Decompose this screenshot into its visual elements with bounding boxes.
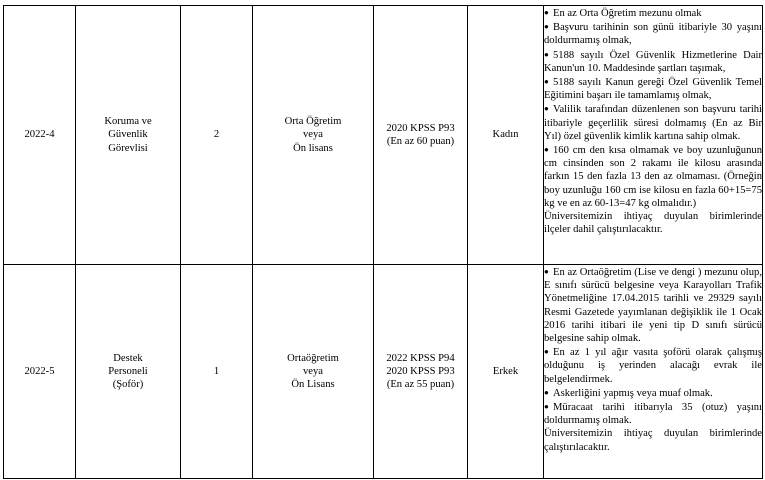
list-item: ● Başvuru tarihinin son günü itibariyle 30 yaşını doldurmamış olmak, [544, 22, 762, 47]
list-item: ● En az Ortaöğretim (Lise ve dengi ) mezunu olup, E sınıfı sürücü belgesine veya Karayolları Trafik Yönetmeliğine 17.04.2015 tarihli ve 29329 sayılı Resmi Gazetede yayımlanan değişiklik ile 1 Ocak 2016 tarihi itibari ile yeni tip D sınıfı sürücü belgesine sahip olmak. [544, 267, 762, 345]
bullet-icon: ● [544, 387, 549, 397]
bullet-icon: ● [544, 145, 549, 155]
list-item: ● 160 cm den kısa olmamak ve boy uzunluğunun cm cinsinden son 2 rakamı ile kilosu arasında farkın 15 den fazla 13 den az olmaması. (Örneğin boy uzunluğu 160 cm ise kilosu en fazla 60+15=75 kg ve en az 60-13=47 kg olmalıdır.) [544, 145, 762, 209]
note-text: Üniversitemizin ihtiyaç duyulan birimlerinde çalıştırılacaktır. [544, 428, 762, 453]
position-code: 2022-5 [4, 265, 76, 479]
requirements-cell [544, 6, 763, 265]
list-item: ● 5188 sayılı Kanun gereği Özel Güvenlik Temel Eğitimini başarı ile tamamlamış olmak, [544, 77, 762, 102]
position-title: Destek Personeli (Şoför) [76, 265, 181, 479]
bullet-icon: ● [544, 22, 549, 32]
bullet-icon: ● [544, 402, 549, 412]
position-count: 2 [181, 6, 253, 265]
gender: Erkek [468, 265, 544, 479]
list-item: ● Valilik tarafından düzenlenen son başvuru tarihi itibariyle geçerlilik süresi dolmamış (En az Bir Yıl) özel güvenlik kimlik kartına sahip olmak. [544, 104, 762, 142]
list-item: ● 5188 sayılı Özel Güvenlik Hizmetlerine Dair Kanun'un 10. Maddesinde şartları taşımak, [544, 49, 762, 74]
positions-table [3, 5, 763, 479]
exam-score: 2020 KPSS P93 (En az 60 puan) [374, 6, 468, 265]
position-title: Koruma ve Güvenlik Görevlisi [76, 6, 181, 265]
requirements-cell [544, 265, 763, 479]
requirements-list [544, 6, 762, 210]
table-row [4, 265, 763, 479]
note-text: Üniversitemizin ihtiyaç duyulan birimlerinde ilçeler dahil çalıştırılacaktır. [544, 211, 762, 236]
bullet-icon: ● [544, 347, 549, 357]
bullet-icon: ● [544, 49, 549, 59]
table-row [4, 6, 763, 265]
education-level: Orta Öğretim veya Ön lisans [253, 6, 374, 265]
bullet-icon: ● [544, 104, 549, 114]
requirements-list [544, 265, 762, 427]
gender: Kadın [468, 6, 544, 265]
education-level: Ortaöğretim veya Ön Lisans [253, 265, 374, 479]
position-code: 2022-4 [4, 6, 76, 265]
list-item: ● Askerliğini yapmış veya muaf olmak. [544, 387, 713, 399]
exam-score: 2022 KPSS P94 2020 KPSS P93 (En az 55 puan) [374, 265, 468, 479]
position-count: 1 [181, 265, 253, 479]
bullet-icon: ● [544, 8, 549, 17]
list-item: ● En az Orta Öğretim mezunu olmak [544, 8, 702, 19]
bullet-icon: ● [544, 267, 549, 276]
bullet-icon: ● [544, 77, 549, 87]
list-item: ● Müracaat tarihi itibarıyla 35 (otuz) yaşını doldurmamış olmak. [544, 402, 762, 427]
list-item: ● En az 1 yıl ağır vasıta şoförü olarak çalışmış olduğunu iş yerinden alacağı evrak ile belgelendirmek. [544, 347, 762, 385]
